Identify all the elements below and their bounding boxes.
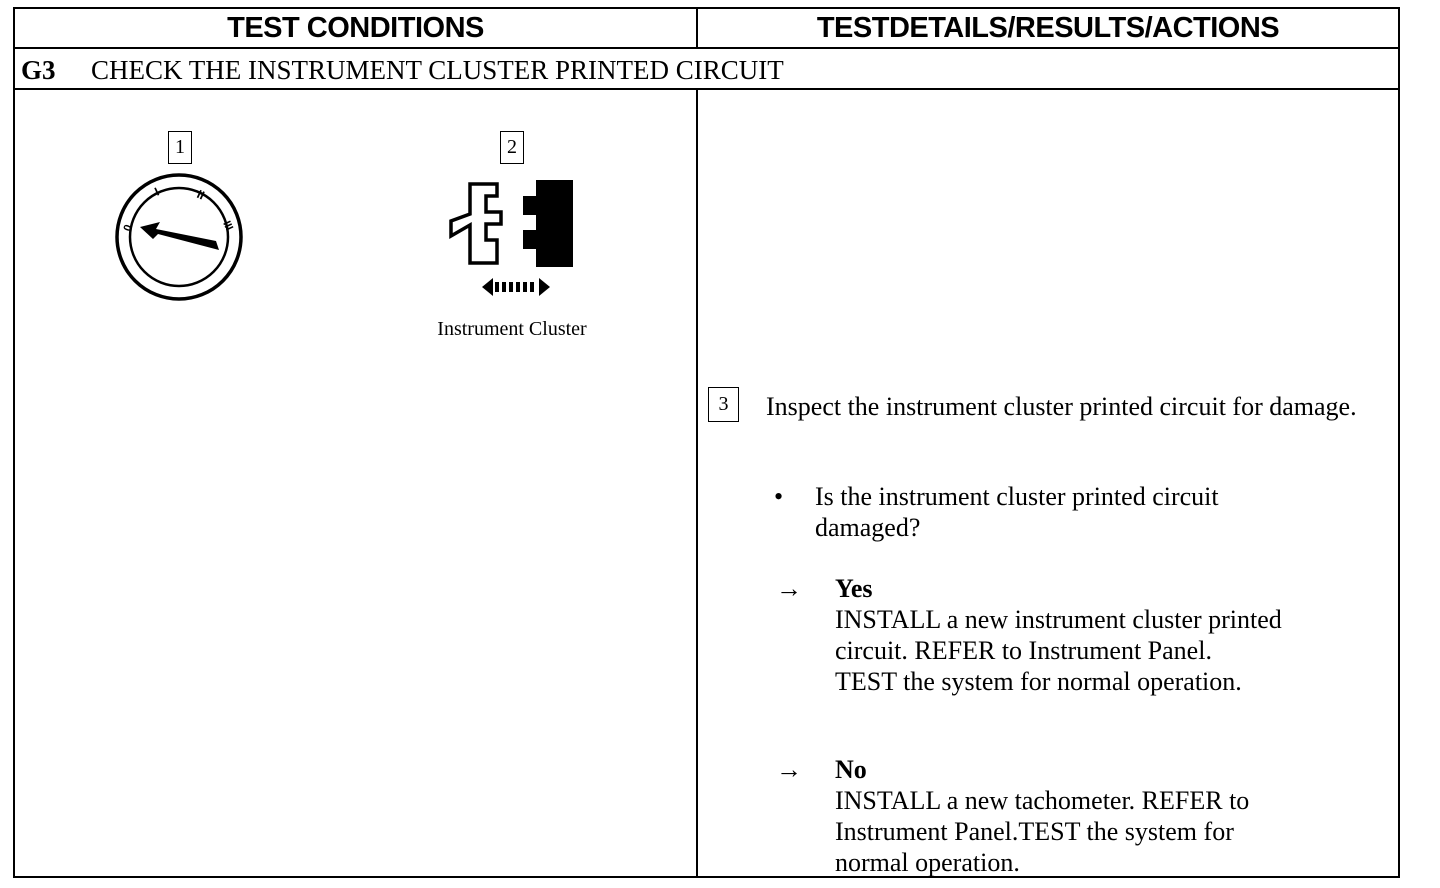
test-conditions-heading: TEST CONDITIONS [227,11,484,44]
arrow-right-icon: → [776,574,802,603]
connector-disconnect-icon [446,178,576,302]
inspection-instruction: Inspect the instrument cluster printed circuit for damage. [766,392,1357,421]
answer-yes-line-1: INSTALL a new instrument cluster printed [835,605,1282,634]
ignition-position-0: 0 [121,223,135,234]
ignition-switch-icon [110,170,250,306]
header-divider [13,47,1400,49]
question-text: Is the instrument cluster printed circuit damaged? [815,482,1219,542]
step-1-box: 1 [168,131,192,164]
body-column-divider [696,88,698,878]
bullet-icon: • [774,482,784,511]
ignition-position-2: II [194,187,207,203]
ignition-position-3: III [220,219,236,233]
answer-no-line-3: normal operation. [835,848,1020,877]
answer-no-line-2: Instrument Panel.TEST the system for [835,817,1234,846]
step-row-divider [13,88,1400,90]
step-id: G3 [21,54,56,85]
arrow-right-icon: → [776,755,802,784]
step-title: CHECK THE INSTRUMENT CLUSTER PRINTED CIRCUIT [91,54,784,85]
answer-no-line-1: INSTALL a new tachometer. REFER to [835,786,1250,815]
answer-yes-line-3: TEST the system for normal operation. [835,667,1242,696]
answer-no [776,754,1376,878]
answer-no-label: No [835,755,867,784]
step-title-row [21,52,784,88]
answer-yes [776,573,1376,697]
step-3-box: 3 [708,387,739,422]
table-frame [13,7,1400,878]
question-item [774,481,1364,543]
answer-yes-line-2: circuit. REFER to Instrument Panel. [835,636,1212,665]
answer-yes-label: Yes [835,574,873,603]
instrument-cluster-caption: Instrument Cluster [437,318,587,340]
test-details-heading: TESTDETAILS/RESULTS/ACTIONS [816,11,1280,44]
ignition-position-1: I [152,184,162,199]
step-2-box: 2 [500,131,524,164]
